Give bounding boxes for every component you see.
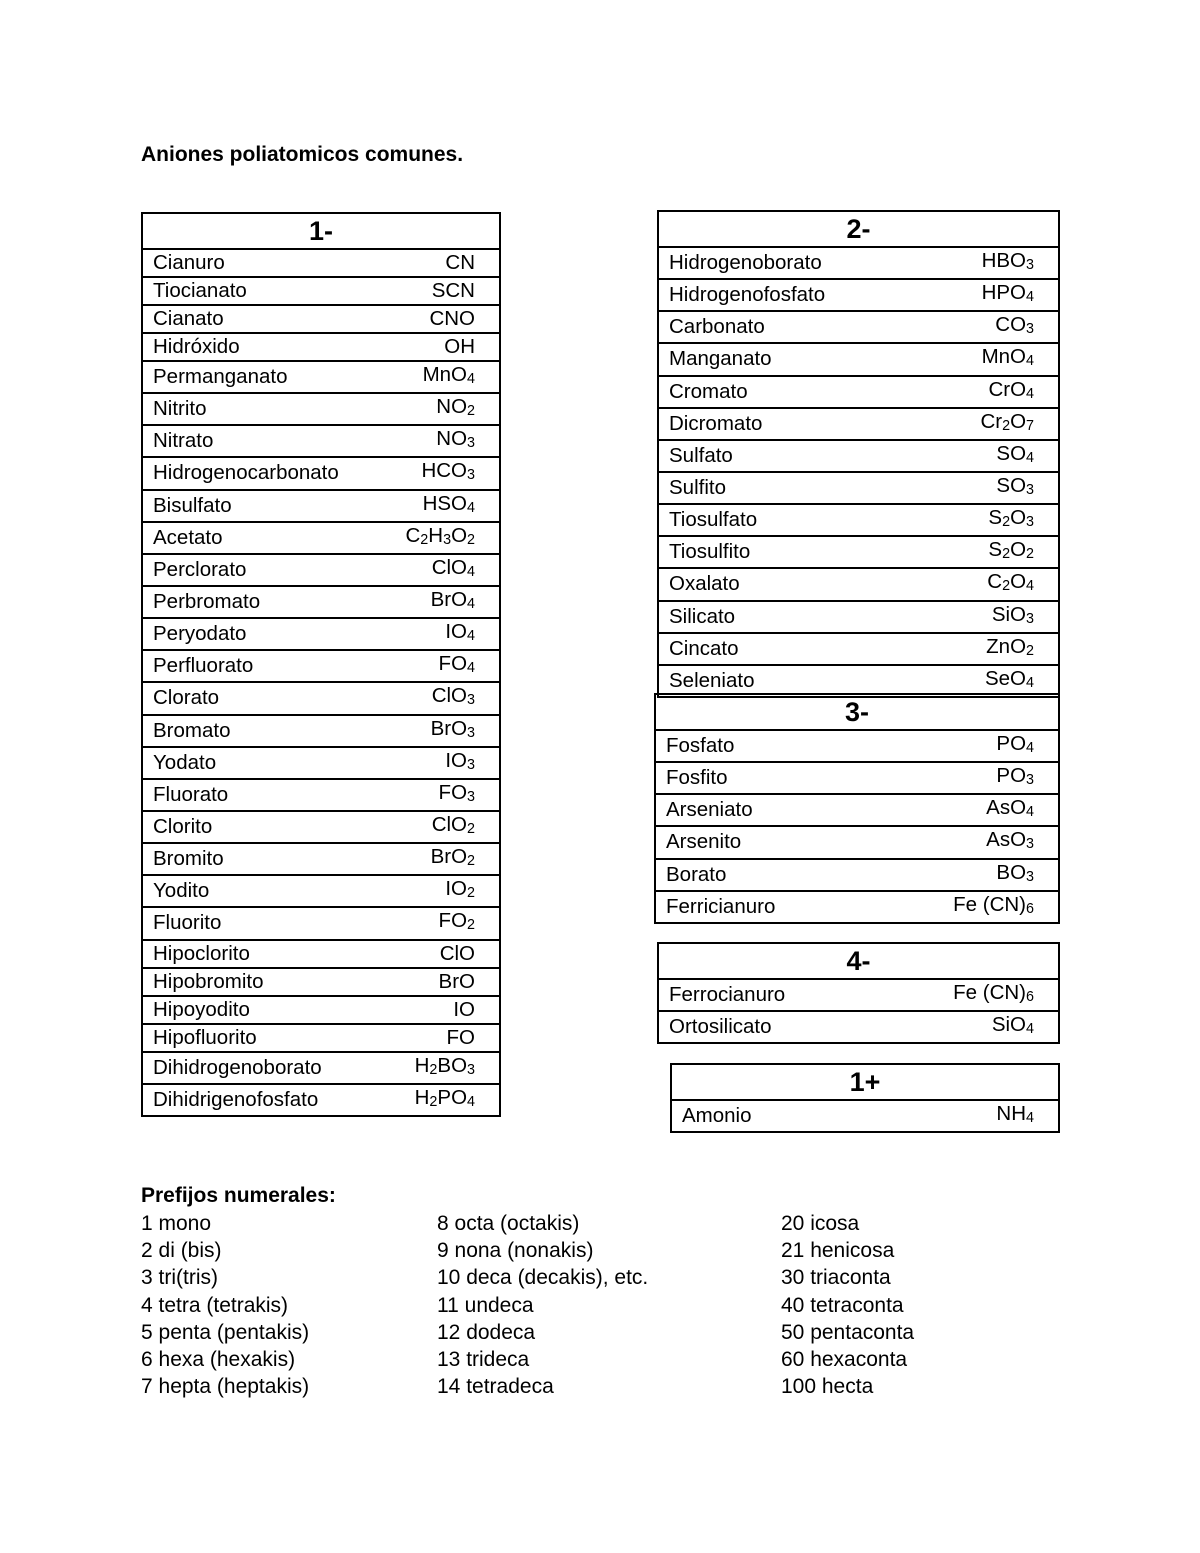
prefix-item: 100 hecta <box>781 1375 874 1399</box>
table-row <box>142 811 500 843</box>
anion-name: Bromito <box>142 843 384 875</box>
anion-formula: OH <box>384 333 500 361</box>
prefix-item: 7 hepta (heptakis) <box>141 1375 310 1399</box>
anion-name: Acetato <box>142 522 384 554</box>
table-row <box>655 859 1059 891</box>
anion-formula: $C_2O_4$ <box>931 568 1059 600</box>
table-row <box>142 1084 500 1116</box>
prefix-column-2 <box>437 1210 648 1400</box>
table-body <box>142 249 500 1116</box>
anion-name: Tiosulfito <box>658 536 931 568</box>
prefix-item: 6 hexa (hexakis) <box>141 1348 296 1372</box>
table-row <box>142 522 500 554</box>
table-header: 1- <box>142 213 500 249</box>
table-row <box>142 907 500 939</box>
anion-name: Cromato <box>658 376 931 408</box>
anion-formula: $CO_3$ <box>931 311 1059 343</box>
anion-name: Hidrogenocarbonato <box>142 457 384 489</box>
anion-formula: SCN <box>384 277 500 305</box>
prefix-item: 21 henicosa <box>781 1239 895 1263</box>
table-row <box>142 875 500 907</box>
anion-name: Fluorito <box>142 907 384 939</box>
table-body <box>658 247 1059 697</box>
table-row <box>142 333 500 361</box>
table-minus2 <box>657 210 1060 698</box>
table-row <box>142 996 500 1024</box>
table-row <box>658 504 1059 536</box>
table-row <box>658 536 1059 568</box>
anion-formula: SeO$_4$ <box>931 665 1059 697</box>
anion-name: Sulfito <box>658 472 931 504</box>
prefix-item: 12 dodeca <box>437 1320 536 1344</box>
anion-name: Borato <box>655 859 870 891</box>
table-row <box>142 490 500 522</box>
prefix-item: 60 hexaconta <box>781 1348 908 1372</box>
table-row <box>142 277 500 305</box>
anion-formula: $NO_2$ <box>384 393 500 425</box>
anion-name: Sulfato <box>658 440 931 472</box>
anion-name: Fosfato <box>655 730 870 762</box>
table-minus3 <box>654 693 1060 924</box>
anion-name: Manganato <box>658 343 931 375</box>
table-row <box>142 682 500 714</box>
anion-formula: SiO$_3$ <box>931 601 1059 633</box>
anion-formula: $HCO_3$ <box>384 457 500 489</box>
table-row <box>655 826 1059 858</box>
anion-formula: CNO <box>384 305 500 333</box>
anion-name: Cianuro <box>142 249 384 277</box>
anion-name: Hipoclorito <box>142 940 384 968</box>
anion-name: Hipoyodito <box>142 996 384 1024</box>
anion-name: Ortosilicato <box>658 1011 877 1043</box>
anion-name: Fosfito <box>655 762 870 794</box>
prefix-item: 3 tri(tris) <box>141 1266 218 1290</box>
anion-formula: $Cr_2O_7$ <box>931 408 1059 440</box>
anion-formula: IO <box>384 996 500 1024</box>
anion-formula: BrO$_2$ <box>384 843 500 875</box>
anion-formula: $C_2H_3O_2$ <box>384 522 500 554</box>
prefix-item: 8 octa (octakis) <box>437 1212 580 1235</box>
anion-formula: $FO_2$ <box>384 907 500 939</box>
table-header: 3- <box>655 694 1059 730</box>
table-row <box>658 472 1059 504</box>
table-row <box>142 249 500 277</box>
table-plus1 <box>670 1063 1060 1133</box>
anion-name: Fluorato <box>142 779 384 811</box>
table-row <box>655 794 1059 826</box>
anion-formula: ZnO$_2$ <box>931 633 1059 665</box>
anion-formula: FO <box>384 1024 500 1052</box>
anion-formula: BrO$_3$ <box>384 715 500 747</box>
anion-name: Carbonato <box>658 311 931 343</box>
table-row <box>658 979 1059 1011</box>
anion-name: Dihidrogenoborato <box>142 1052 384 1084</box>
anion-formula: BrO$_4$ <box>384 586 500 618</box>
table-row <box>142 968 500 996</box>
anion-formula: Fe $(CN)_6$ <box>877 979 1059 1011</box>
anion-formula: $NO_3$ <box>384 425 500 457</box>
anion-name: Arsenito <box>655 826 870 858</box>
anion-formula: $SO_3$ <box>931 472 1059 504</box>
anion-name: Yodito <box>142 875 384 907</box>
anion-name: Arseniato <box>655 794 870 826</box>
prefix-item: 2 di (bis) <box>141 1239 222 1263</box>
prefix-item: 10 deca (decakis), etc. <box>437 1266 649 1290</box>
table-row <box>142 586 500 618</box>
prefix-item: 4 tetra (tetrakis) <box>141 1293 289 1317</box>
table-minus4 <box>657 942 1060 1044</box>
prefix-item: 5 penta (pentakis) <box>141 1320 310 1344</box>
anion-formula: CN <box>384 249 500 277</box>
anion-name: Perbromato <box>142 586 384 618</box>
anion-formula: $IO_4$ <box>384 618 500 650</box>
anion-formula: BrO <box>384 968 500 996</box>
prefix-item: 30 triaconta <box>781 1266 891 1290</box>
anion-name: Perclorato <box>142 554 384 586</box>
prefix-item: 14 tetradeca <box>437 1375 554 1399</box>
anion-name: Hidrogenofosfato <box>658 279 931 311</box>
table-row <box>142 457 500 489</box>
table-header: 1+ <box>671 1064 1059 1100</box>
anion-name: Permanganato <box>142 361 384 393</box>
table-row <box>142 361 500 393</box>
anion-name: Ferricianuro <box>655 891 870 923</box>
anion-formula: ClO$_2$ <box>384 811 500 843</box>
anion-formula: $PO_3$ <box>870 762 1059 794</box>
anion-name: Cianato <box>142 305 384 333</box>
table-row <box>658 279 1059 311</box>
table-row <box>658 247 1059 279</box>
table-row <box>142 1052 500 1084</box>
anion-name: Clorato <box>142 682 384 714</box>
anion-formula: MnO$_4$ <box>931 343 1059 375</box>
anion-formula: $HBO_3$ <box>931 247 1059 279</box>
prefix-item: 11 undeca <box>437 1293 534 1317</box>
prefix-item: 20 icosa <box>781 1212 860 1235</box>
table-row <box>142 940 500 968</box>
anion-name: Nitrito <box>142 393 384 425</box>
anion-formula: $HPO_4$ <box>931 279 1059 311</box>
table-row <box>655 762 1059 794</box>
anion-name: Hidróxido <box>142 333 384 361</box>
anion-formula: AsO$_3$ <box>870 826 1059 858</box>
anion-name: Tiocianato <box>142 277 384 305</box>
anion-name: Hipobromito <box>142 968 384 996</box>
table-body <box>655 730 1059 923</box>
anion-formula: $H_2PO_4$ <box>384 1084 500 1116</box>
table-row <box>142 650 500 682</box>
anion-formula: $IO_3$ <box>384 747 500 779</box>
page-title: Aniones poliatomicos comunes. <box>141 143 464 166</box>
table-row <box>142 425 500 457</box>
table-row <box>658 376 1059 408</box>
table-row <box>142 779 500 811</box>
anion-name: Yodato <box>142 747 384 779</box>
table-row <box>142 843 500 875</box>
anion-formula: $S_2O_2$ <box>931 536 1059 568</box>
prefixes-title: Prefijos numerales: <box>141 1184 336 1207</box>
anion-name: Dihidrigenofosfato <box>142 1084 384 1116</box>
table-row <box>142 554 500 586</box>
anion-name: Hidrogenoborato <box>658 247 931 279</box>
table-row <box>658 408 1059 440</box>
prefix-column-3 <box>781 1210 914 1400</box>
anion-name: Bromato <box>142 715 384 747</box>
table-row <box>655 730 1059 762</box>
prefix-item: 50 pentaconta <box>781 1320 915 1344</box>
table-row <box>142 618 500 650</box>
anion-formula: SiO$_4$ <box>877 1011 1059 1043</box>
anion-formula: $HSO_4$ <box>384 490 500 522</box>
anion-formula: ClO$_4$ <box>384 554 500 586</box>
table-row <box>142 305 500 333</box>
table-row <box>658 343 1059 375</box>
table-row <box>655 891 1059 923</box>
anion-name: Clorito <box>142 811 384 843</box>
anion-formula: $IO_2$ <box>384 875 500 907</box>
table-header: 2- <box>658 211 1059 247</box>
anion-formula: AsO$_4$ <box>870 794 1059 826</box>
table-body <box>658 979 1059 1043</box>
table-minus1 <box>141 212 501 1117</box>
anion-formula: ClO <box>384 940 500 968</box>
prefix-item: 40 tetraconta <box>781 1293 904 1317</box>
table-row <box>658 633 1059 665</box>
table-row <box>658 311 1059 343</box>
table-row <box>142 715 500 747</box>
prefix-column-1 <box>141 1210 309 1400</box>
table-row <box>658 601 1059 633</box>
anion-formula: $S_2O_3$ <box>931 504 1059 536</box>
anion-name: Perfluorato <box>142 650 384 682</box>
anion-formula: MnO$_4$ <box>384 361 500 393</box>
anion-name: Oxalato <box>658 568 931 600</box>
prefix-item: 1 mono <box>141 1212 212 1235</box>
table-row <box>142 747 500 779</box>
table-row <box>142 393 500 425</box>
table-header: 4- <box>658 943 1059 979</box>
anion-formula: $PO_4$ <box>870 730 1059 762</box>
anion-name: Cincato <box>658 633 931 665</box>
table-body <box>671 1100 1059 1132</box>
anion-formula: $H_2BO_3$ <box>384 1052 500 1084</box>
anion-name: Nitrato <box>142 425 384 457</box>
anion-name: Amonio <box>671 1100 889 1132</box>
anion-formula: $BO_3$ <box>870 859 1059 891</box>
anion-name: Seleniato <box>658 665 931 697</box>
anion-formula: $SO_4$ <box>931 440 1059 472</box>
anion-name: Hipofluorito <box>142 1024 384 1052</box>
anion-name: Bisulfato <box>142 490 384 522</box>
table-row <box>142 1024 500 1052</box>
table-row <box>658 1011 1059 1043</box>
prefix-item: 9 nona (nonakis) <box>437 1239 594 1263</box>
anion-formula: $FO_4$ <box>384 650 500 682</box>
prefix-item: 13 trideca <box>437 1348 530 1372</box>
anion-formula: $NH_4$ <box>889 1100 1059 1132</box>
anion-name: Dicromato <box>658 408 931 440</box>
anion-formula: CrO$_4$ <box>931 376 1059 408</box>
table-row <box>671 1100 1059 1132</box>
anion-name: Ferrocianuro <box>658 979 877 1011</box>
anion-formula: Fe $(CN)_6$ <box>870 891 1059 923</box>
anion-formula: ClO$_3$ <box>384 682 500 714</box>
anion-name: Tiosulfato <box>658 504 931 536</box>
anion-name: Silicato <box>658 601 931 633</box>
table-row <box>658 568 1059 600</box>
table-row <box>658 440 1059 472</box>
anion-formula: $FO_3$ <box>384 779 500 811</box>
anion-name: Peryodato <box>142 618 384 650</box>
